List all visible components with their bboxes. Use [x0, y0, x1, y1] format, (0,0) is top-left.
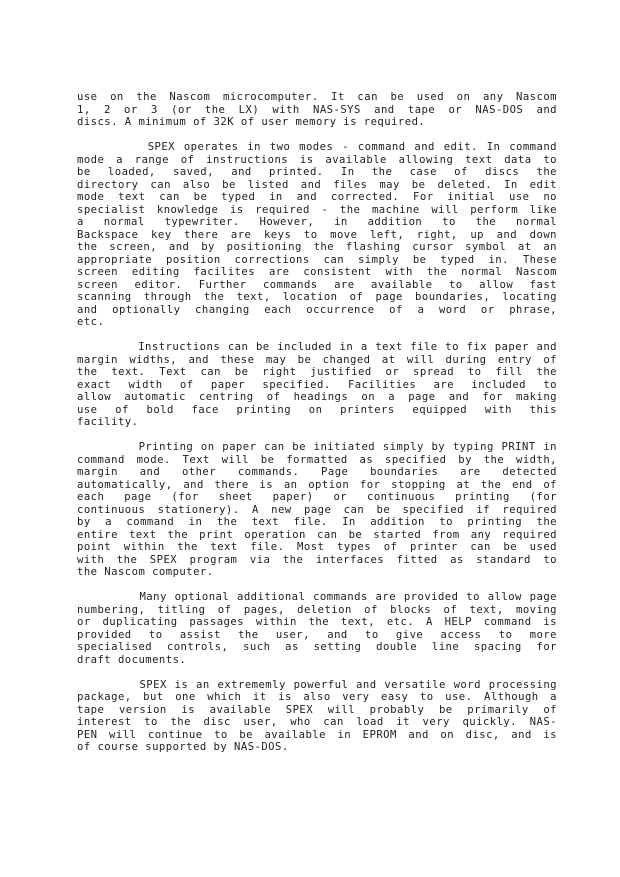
text-line: SPEX operates in two modes - command and edit. In command [77, 141, 557, 153]
text-line: provided to assist the user, and to give access to more [77, 628, 557, 641]
text-line: specialist knowledge is required - the machine will perform like [77, 203, 557, 216]
text-line: discs. A minimum of 32K of user memory is required. [77, 116, 426, 128]
text-line: of course supported by NAS-DOS. [77, 741, 289, 753]
text-line: scanning through the text, location of page boundaries, locating [77, 291, 557, 303]
text-line: continuous stationery). A new page can be specified if required [77, 503, 557, 516]
text-line: appropriate position corrections can simply be typed in. These [77, 253, 557, 266]
paragraph-4 [77, 441, 557, 579]
text-line: facility. [77, 416, 139, 428]
text-line: Printing on paper can be initiated simply by typing PRINT in [77, 441, 557, 453]
text-line: the Nascom computer. [77, 566, 214, 578]
text-line: draft documents. [77, 653, 187, 666]
text-line: by a command in the text file. In addition to printing the [77, 516, 557, 528]
text-line: directory can also be listed and files may be deleted. In edit [77, 178, 557, 191]
text-line: the text. Text can be right justified or spread to fill the [77, 366, 557, 378]
paragraph-2 [77, 141, 557, 329]
text-line: exact width of paper specified. Facilities are included to [77, 378, 557, 391]
text-line: use of bold face printing on printers equipped with this [77, 403, 557, 416]
text-line: SPEX is an extrememly powerful and versatile word processing [77, 678, 557, 691]
text-line: screen editor. Further commands are available to allow fast [77, 278, 557, 291]
text-line: with the SPEX program via the interfaces fitted as standard to [77, 553, 557, 566]
text-line: mode a range of instructions is available allowing text data to [77, 153, 557, 166]
text-line: automatically, and there is an option for stopping at the end of [77, 478, 557, 491]
text-line: the screen, and by positioning the flashing cursor symbol at an [77, 241, 557, 253]
text-line: a normal typewriter. However, in addition to the normal [77, 216, 557, 228]
text-line: use on the Nascom microcomputer. It can be used on any Nascom [77, 91, 557, 103]
text-line: package, but one which it is also very easy to use. Although a [77, 691, 557, 703]
text-line: margin widths, and these may be changed at will during entry of [77, 353, 557, 366]
text-line: point within the text file. Most types of printer can be used [77, 541, 557, 553]
text-line: command mode. Text will be formatted as specified by the width, [77, 453, 557, 466]
document-page [77, 91, 557, 766]
text-line: margin and other commands. Page boundaries are detected [77, 466, 557, 478]
text-line: numbering, titling of pages, deletion of blocks of text, moving [77, 603, 557, 616]
text-line: or duplicating passages within the text, etc. A HELP command is [77, 616, 557, 628]
text-line: tape version is available SPEX will probably be primarily of [77, 703, 557, 716]
text-line: Instructions can be included in a text file to fix paper and [77, 341, 557, 353]
text-line: mode text can be typed in and corrected. For initial use no [77, 191, 557, 203]
text-line: be loaded, saved, and printed. In the case of discs the [77, 166, 557, 178]
text-line: 1, 2 or 3 (or the LX) with NAS-SYS and tape or NAS-DOS and [77, 103, 557, 116]
text-line: PEN will continue to be available in EPROM and on disc, and is [77, 728, 557, 741]
paragraph-3 [77, 341, 557, 429]
text-line: interest to the disc user, who can load it very quickly. NAS- [77, 716, 557, 728]
text-line: specialised controls, such as setting double line spacing for [77, 641, 557, 653]
paragraph-6 [77, 679, 557, 754]
text-line: etc. [77, 316, 105, 328]
paragraph-1 [77, 91, 557, 129]
paragraph-5 [77, 591, 557, 666]
text-line: Backspace key there are keys to move left, right, up and down [77, 228, 557, 241]
text-line: each page (for sheet paper) or continuous printing (for [77, 491, 557, 503]
text-line: allow automatic centring of headings on a page and for making [77, 391, 557, 403]
text-line: screen editing facilites are consistent with the normal Nascom [77, 266, 557, 278]
text-line: and optionally changing each occurrence of a word or phrase, [77, 303, 557, 316]
text-line: entire text the print operation can be started from any required [77, 528, 557, 541]
text-line: Many optional additional commands are provided to allow page [77, 591, 557, 603]
